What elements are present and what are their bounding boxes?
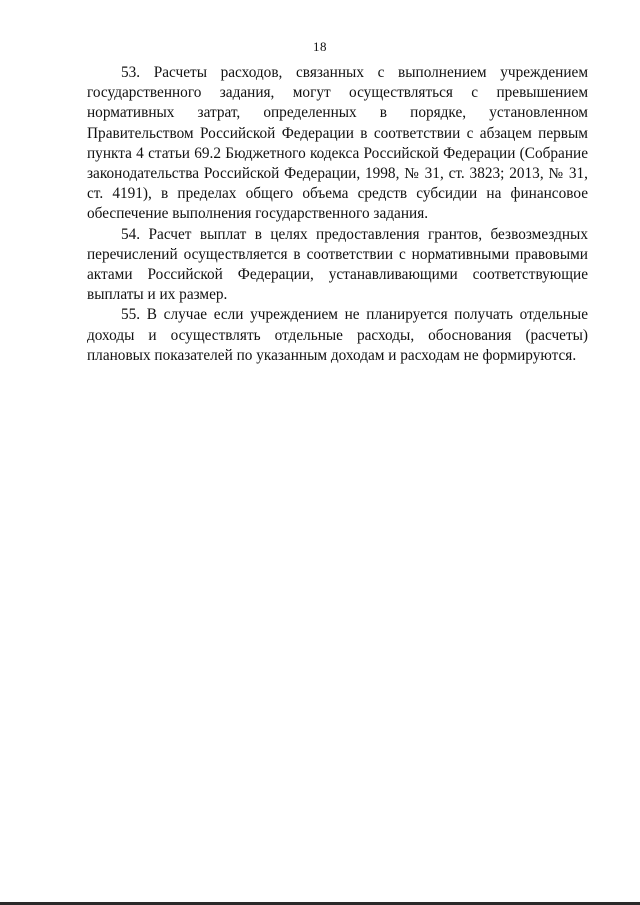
- paragraph-53: 53. Расчеты расходов, связанных с выполнением учреждением государственного задания, могут осуществляться с превышением нормативных затрат, определенных в порядке, установленном Правительством Российской Федерации в соответствии с абзацем первым пункта 4 статьи 69.2 Бюджетного кодекса Российской Федерации (Собрание законодательства Российской Федерации, 1998, № 31, ст. 3823; 2013, № 31, ст. 4191), в пределах общего объема средств субсидии на финансовое обеспечение выполнения государственного задания.: [87, 64, 588, 223]
- paragraph-54: 54. Расчет выплат в целях предоставления грантов, безвозмездных перечислений осуществляется в соответствии с нормативными правовыми актами Российской Федерации, устанавливающими соответствующие выплаты и их размер.: [87, 225, 588, 304]
- paragraph-55: 55. В случае если учреждением не планируется получать отдельные доходы и осуществлять отдельные расходы, обоснования (расчеты) плановых показателей по указанным доходам и расходам не формируются.: [87, 306, 588, 364]
- document-body: [87, 63, 588, 366]
- page-number: 18: [313, 39, 327, 54]
